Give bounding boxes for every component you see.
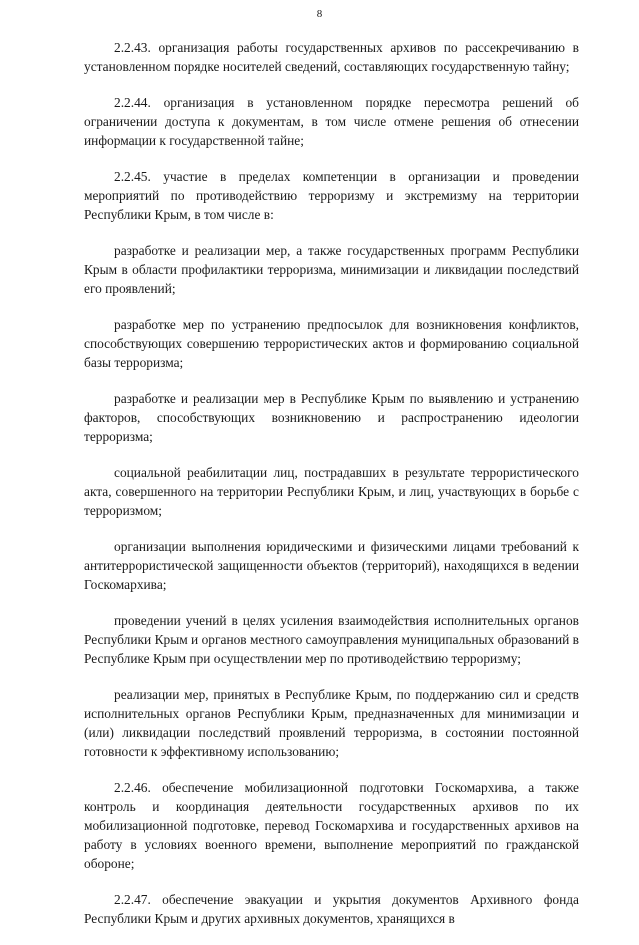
list-item-conflict-prevention: разработке мер по устранению предпосылок для возникновения конфликтов, способствующих совершению террористических актов и формированию социальной базы терроризма; [84, 317, 579, 370]
paragraph-2-2-43: 2.2.43. организация работы государственных архивов по рассекречиванию в установленном порядке носителей сведений, составляющих государственную тайну; [84, 40, 579, 74]
paragraph-2-2-46: 2.2.46. обеспечение мобилизационной подготовки Госкомархива, а также контроль и координация деятельности государственных архивов по их мобилизационной подготовке, перевод Госкомархива и государственных архивов на работу в условиях военного времени, выполнение мероприятий по гражданской обороне; [84, 780, 579, 871]
paragraph-2-2-44: 2.2.44. организация в установленном порядке пересмотра решений об ограничении доступа к документам, в том числе отмене решения об отнесении информации к государственной тайне; [84, 95, 579, 148]
page-number: 8 [316, 8, 323, 20]
paragraph-2-2-47: 2.2.47. обеспечение эвакуации и укрытия документов Архивного фонда Республики Крым и других архивных документов, хранящихся в [84, 892, 579, 926]
paragraph-2-2-45: 2.2.45. участие в пределах компетенции в организации и проведении мероприятий по противодействию терроризму и экстремизму на территории Республики Крым, в том числе в: [84, 169, 579, 222]
document-body [84, 38, 579, 945]
list-item-social-rehabilitation: социальной реабилитации лиц, пострадавших в результате террористического акта, совершенного на территории Республики Крым, и лиц, участвующих в борьбе с терроризмом; [84, 465, 579, 518]
list-item-ideology-countermeasures: разработке и реализации мер в Республике Крым по выявлению и устранению факторов, способствующих возникновению и распространению идеологии терроризма; [84, 391, 579, 444]
list-item-exercises: проведении учений в целях усиления взаимодействия исполнительных органов Республики Крым и органов местного самоуправления муниципальных образований в Республике Крым при осуществлении мер по противодействию терроризму; [84, 613, 579, 666]
list-item-antiterrorist-protection: организации выполнения юридическими и физическими лицами требований к антитеррористической защищенности объектов (территорий), находящихся в ведении Госкомархива; [84, 539, 579, 592]
list-item-readiness-measures: реализации мер, принятых в Республике Крым, по поддержанию сил и средств исполнительных органов Республики Крым, предназначенных для минимизации и (или) ликвидации последствий проявлений терроризма, в состоянии постоянной готовности к эффективному использованию; [84, 687, 579, 759]
list-item-terrorism-prevention-programs: разработке и реализации мер, а также государственных программ Республики Крым в области профилактики терроризма, минимизации и ликвидации последствий его проявлений; [84, 243, 579, 296]
